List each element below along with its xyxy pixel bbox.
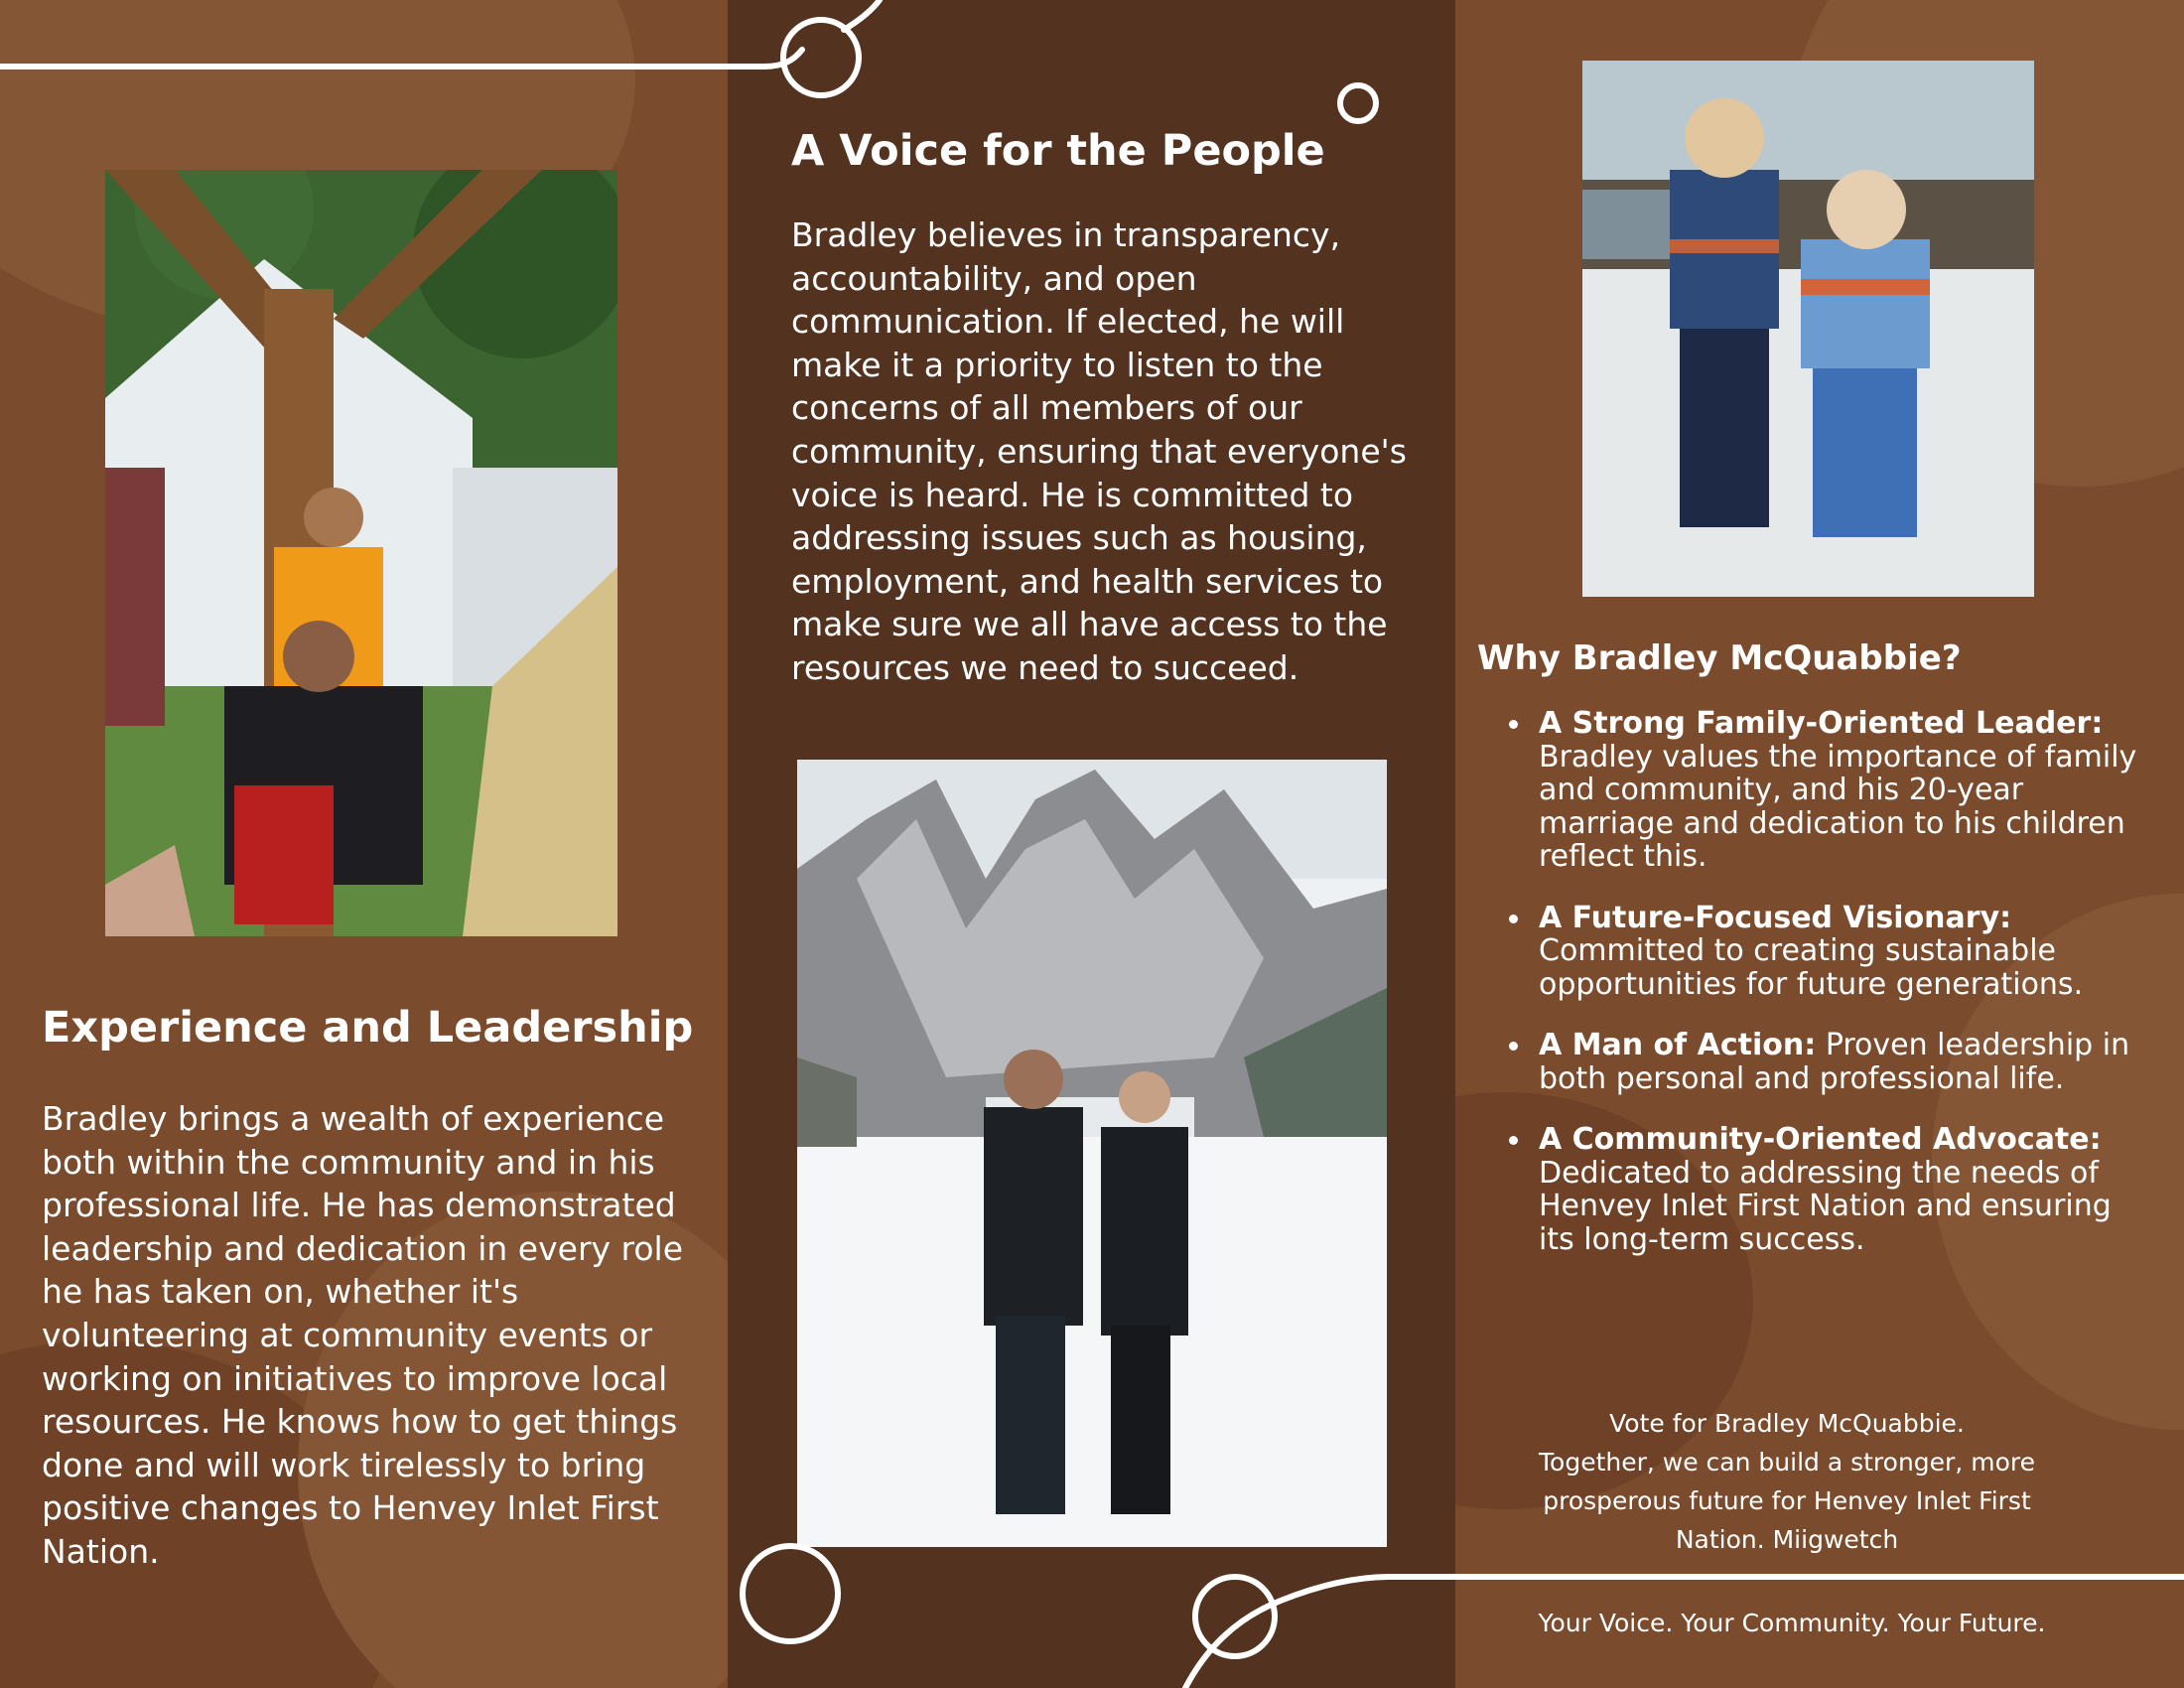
voice-heading: A Voice for the People <box>791 126 1325 176</box>
tagline: Your Voice. Your Community. Your Future. <box>1538 1609 2046 1637</box>
closing-line-2: Together, we can build a stronger, more prosperous future for Henvey Inlet First Nation. Miigwetch <box>1539 1448 2035 1554</box>
mountain-couple-photo <box>797 760 1387 1547</box>
why-heading: Why Bradley McQuabbie? <box>1477 638 1962 678</box>
experience-heading: Experience and Leadership <box>42 1003 694 1053</box>
reason-item <box>1509 902 2144 1002</box>
reason-text: Dedicated to addressing the needs of Henvey Inlet First Nation and ensuring its long-term success. <box>1539 1155 2112 1257</box>
powwow-photo <box>105 170 617 936</box>
closing-line-1: Vote for Bradley McQuabbie. <box>1609 1409 1965 1438</box>
experience-body: Bradley brings a wealth of experience both within the community and in his professional life. He has demonstrated leadership and dedication in every role he has taken on, whether it's volunteering at community events or working on initiatives to improve local resources. He knows how to get things done and will work tirelessly to bring positive changes to Henvey Inlet First Nation. <box>42 1099 684 1571</box>
reason-title: A Future-Focused Visionary: <box>1539 900 2012 935</box>
reason-title: A Strong Family-Oriented Leader: <box>1539 706 2104 741</box>
reason-text: Bradley values the importance of family and community, and his 20-year marriage and dedication to his children reflect this. <box>1539 739 2137 874</box>
reason-item <box>1509 707 2144 874</box>
reason-title: A Man of Action: <box>1539 1028 1817 1062</box>
voice-body: Bradley believes in transparency, accountability, and open communication. If elected, he will make it a priority to listen to the concerns of all members of our community, ensuring that everyone's voice is heard. He is committed to addressing issues such as housing, employment, and health services to make sure we all have access to the resources we need to succeed. <box>791 215 1407 687</box>
reason-item <box>1509 1123 2144 1256</box>
reason-title: A Community-Oriented Advocate: <box>1539 1122 2102 1157</box>
reason-text: Committed to creating sustainable opportunities for future generations. <box>1539 933 2084 1002</box>
childhood-photo <box>1582 61 2034 597</box>
reason-item <box>1509 1029 2144 1095</box>
closing-message <box>1499 1404 2075 1559</box>
reason-text: Proven leadership in both personal and professional life. <box>1539 1028 2130 1096</box>
reasons-list <box>1509 707 2144 1284</box>
